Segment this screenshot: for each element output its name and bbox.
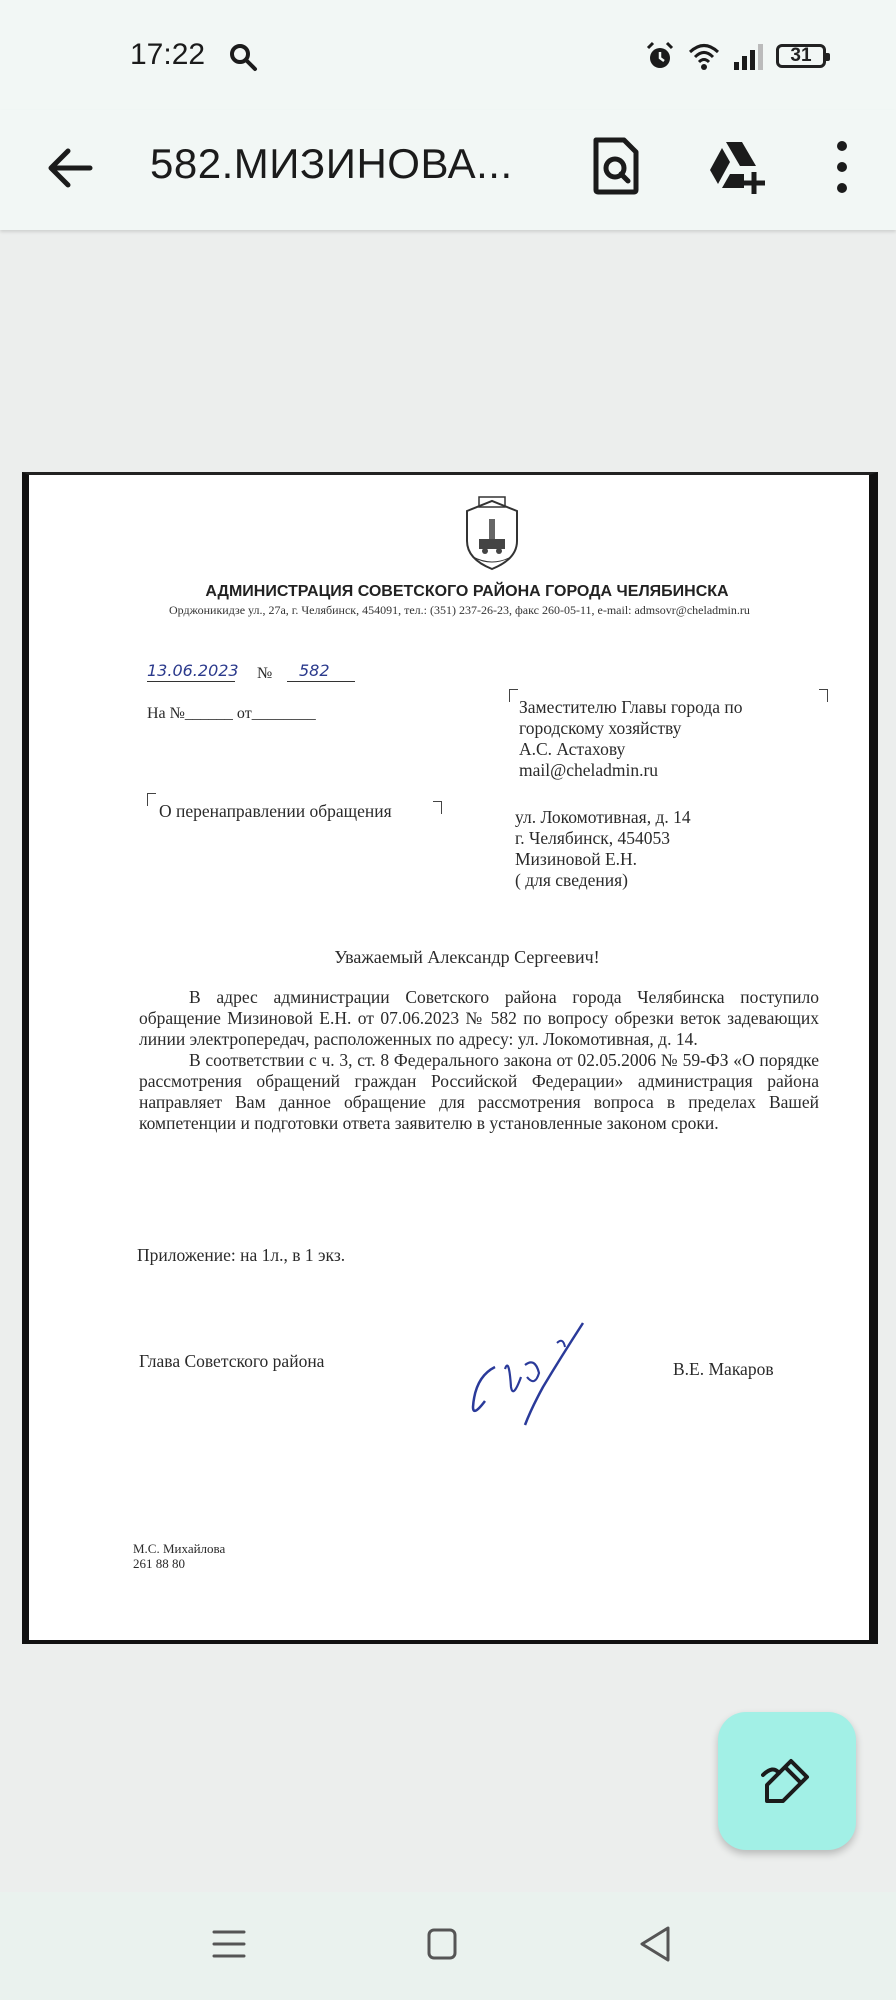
recents-menu-icon[interactable] bbox=[212, 1922, 246, 1966]
subject-corner-mark bbox=[147, 793, 156, 806]
addressee-line: г. Челябинск, 454053 bbox=[515, 828, 671, 848]
wifi-icon bbox=[688, 40, 720, 72]
status-time: 17:22 bbox=[130, 38, 206, 71]
executor-phone: 261 88 80 bbox=[133, 1556, 185, 1571]
addressee-line: mail@cheladmin.ru bbox=[519, 760, 659, 780]
executor-name: М.С. Михайлова bbox=[133, 1541, 226, 1556]
greeting: Уважаемый Александр Сергеевич! bbox=[334, 947, 600, 967]
body-paragraph: В соответствии с ч. 3, ст. 8 Федерального закона от 02.05.2006 № 59-ФЗ «О порядке рассмотрения обращений граждан Российской Федерации» администрация района направляет Вам данное обращение для рассмотрения вопроса в пределах Вашей компетенции и подготовки ответа заявителю в установленные законом сроки. bbox=[139, 1050, 819, 1133]
edit-fab-button[interactable] bbox=[718, 1712, 856, 1850]
document-title: 582.МИЗИНОВА... bbox=[150, 140, 513, 187]
organization-name: АДМИНИСТРАЦИЯ СОВЕТСКОГО РАЙОНА ГОРОДА ЧЕЛЯБИНСКА bbox=[205, 583, 729, 600]
addressee-line: Мизиновой Е.Н. bbox=[515, 849, 638, 869]
battery-icon bbox=[776, 44, 826, 68]
addressee-line: ( для сведения) bbox=[515, 870, 629, 890]
registration-date: 13.06.2023 bbox=[147, 661, 239, 680]
battery-level: 31 bbox=[790, 45, 812, 66]
more-vertical-icon[interactable] bbox=[822, 136, 862, 198]
second-addressee-block bbox=[515, 807, 691, 891]
addressee-line: Заместителю Главы города по bbox=[519, 697, 743, 717]
back-arrow-icon[interactable] bbox=[40, 138, 100, 198]
status-icons bbox=[644, 40, 826, 72]
status-bar bbox=[0, 0, 896, 110]
subject-line: О перенаправлении обращения bbox=[159, 801, 392, 821]
edit-pen-icon bbox=[761, 1755, 813, 1807]
addressee-line: ул. Локомотивная, д. 14 bbox=[515, 807, 691, 827]
addressee-block bbox=[519, 697, 743, 781]
google-drive-add-icon[interactable] bbox=[706, 138, 768, 196]
handwritten-signature bbox=[465, 1317, 595, 1427]
coat-of-arms-emblem bbox=[459, 495, 525, 573]
addressee-corner-mark-right bbox=[819, 689, 828, 702]
registration-number-label: № bbox=[257, 665, 273, 682]
home-square-icon[interactable] bbox=[426, 1924, 458, 1964]
executor-block bbox=[133, 1541, 225, 1571]
reference-line: На №______ от________ bbox=[147, 705, 316, 722]
back-triangle-icon[interactable] bbox=[638, 1922, 672, 1966]
signer-title: Глава Советского района bbox=[139, 1351, 325, 1371]
signer-name: В.Е. Макаров bbox=[673, 1359, 774, 1379]
addressee-corner-mark bbox=[509, 689, 518, 702]
letter-body bbox=[139, 987, 819, 1134]
signal-icon bbox=[732, 40, 764, 72]
app-bar bbox=[0, 110, 896, 230]
subject-corner-mark-right bbox=[433, 801, 442, 814]
addressee-line: А.С. Астахову bbox=[519, 739, 626, 759]
addressee-line: городскому хозяйству bbox=[519, 718, 682, 738]
search-icon bbox=[228, 42, 258, 72]
alarm-icon bbox=[644, 40, 676, 72]
organization-address: Орджоникидзе ул., 27а, г. Челябинск, 454091, тел.: (351) 237-26-23, факс 260-05-11, e-mail: admsovr@cheladmin.ru bbox=[169, 603, 750, 617]
body-paragraph: В адрес администрации Советского района города Челябинска поступило обращение Мизиновой Е.Н. от 07.06.2023 № 582 по вопросу обрезки веток задевающих линии электропередач, расположенных по адресу: ул. Локомотивная, д. 14. bbox=[139, 987, 819, 1049]
system-navigation-bar bbox=[0, 1892, 896, 2000]
number-underline bbox=[287, 681, 355, 682]
date-underline bbox=[147, 681, 235, 682]
registration-number: 582 bbox=[299, 661, 330, 680]
document-page[interactable] bbox=[22, 472, 878, 1644]
attachment-note: Приложение: на 1л., в 1 экз. bbox=[137, 1245, 346, 1265]
search-document-icon[interactable] bbox=[588, 136, 644, 196]
